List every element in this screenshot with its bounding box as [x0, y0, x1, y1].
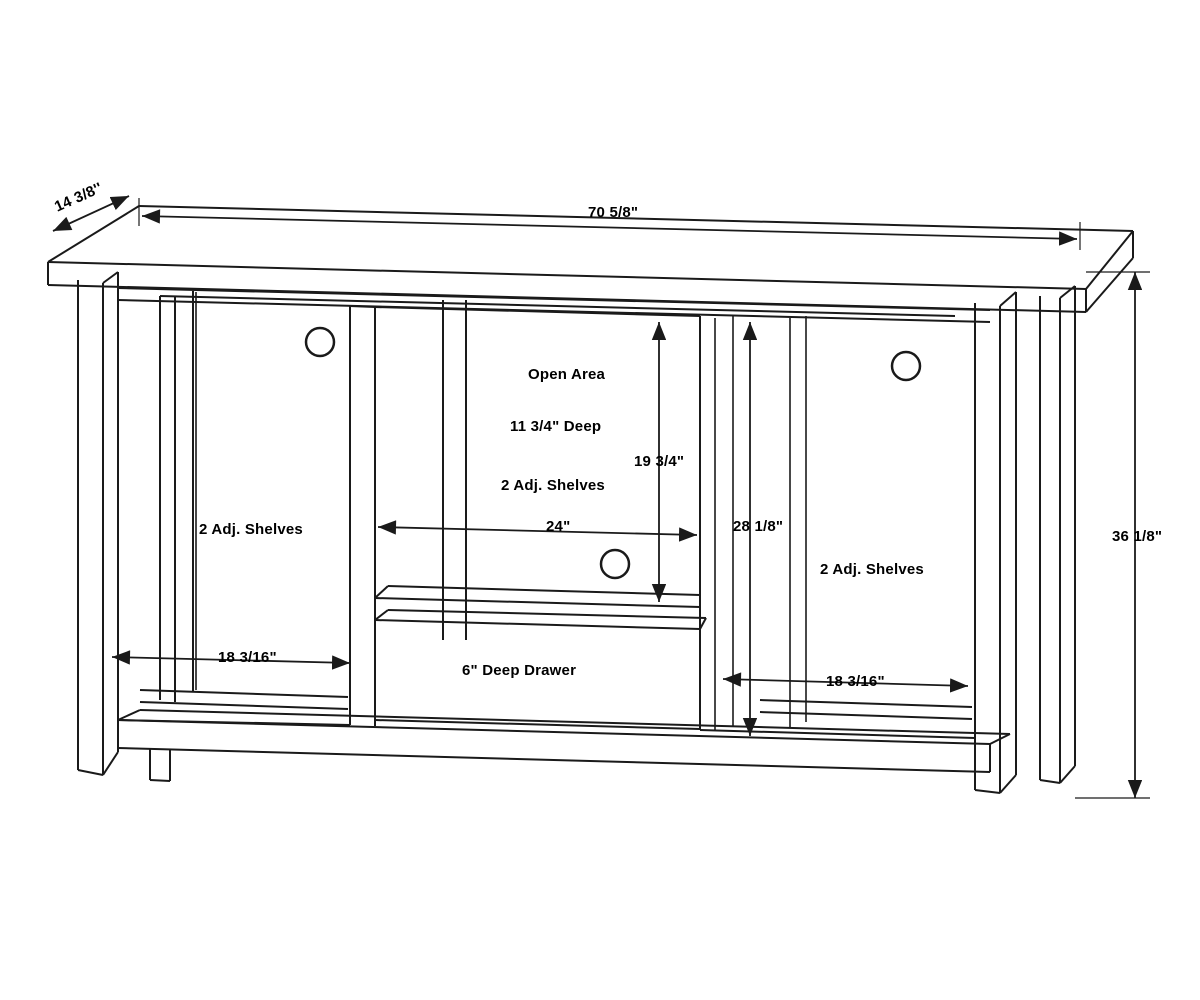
label-left-shelves: 2 Adj. Shelves — [199, 521, 303, 538]
label-left-bay-width: 18 3/16" — [218, 649, 277, 666]
label-open-area-height: 19 3/4" — [634, 453, 685, 470]
label-open-area-title: Open Area — [528, 366, 606, 383]
label-open-area-depth: 11 3/4" Deep — [510, 418, 602, 435]
label-interior-height: 28 1/8" — [733, 518, 784, 535]
label-overall-height: 36 1/8" — [1112, 528, 1163, 545]
label-overall-depth: 14 3/8'' — [52, 179, 106, 216]
label-overall-width: 70 5/8" — [588, 204, 639, 221]
cabinet-outline — [48, 206, 1133, 793]
label-right-bay-width: 18 3/16" — [826, 673, 885, 690]
label-open-area-width: 24" — [546, 518, 571, 535]
dim-open-area-width — [378, 527, 697, 535]
label-right-shelves: 2 Adj. Shelves — [820, 561, 924, 578]
label-drawer: 6" Deep Drawer — [462, 662, 577, 679]
label-open-area-shelves: 2 Adj. Shelves — [501, 477, 605, 494]
